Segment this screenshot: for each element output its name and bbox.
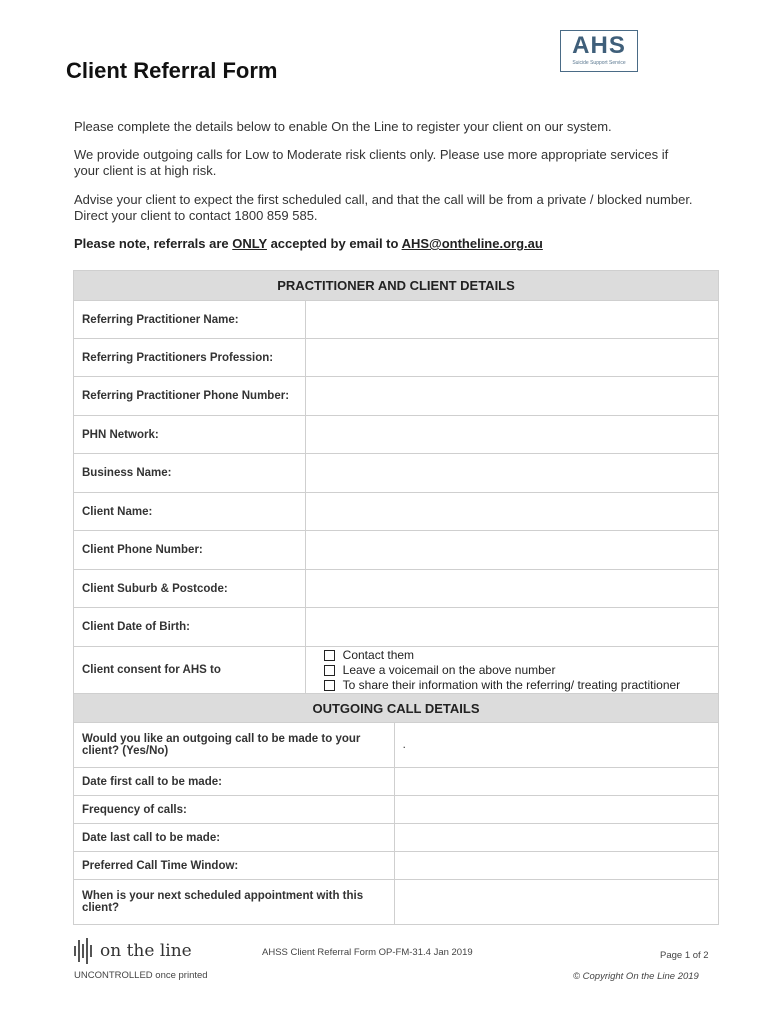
page-title: Client Referral Form bbox=[66, 58, 278, 83]
call-time-window-field[interactable] bbox=[394, 852, 718, 880]
checkbox-icon[interactable] bbox=[324, 680, 335, 691]
business-name-field[interactable] bbox=[305, 454, 718, 493]
soundwave-icon bbox=[74, 938, 94, 964]
referral-email-link[interactable]: AHS@ontheline.org.au bbox=[401, 236, 543, 251]
checkbox-icon[interactable] bbox=[324, 650, 335, 661]
field-label: Referring Practitioner Name: bbox=[74, 301, 306, 339]
copyright: © Copyright On the Line 2019 bbox=[573, 971, 699, 982]
practitioner-profession-field[interactable] bbox=[305, 339, 718, 377]
consent-options bbox=[305, 647, 718, 694]
ahs-logo bbox=[560, 30, 638, 72]
referral-note bbox=[74, 236, 694, 252]
field-label: Client Date of Birth: bbox=[74, 608, 306, 647]
field-label: Date first call to be made: bbox=[74, 768, 395, 796]
consent-option-label: Contact them bbox=[342, 647, 415, 662]
practitioner-phone-field[interactable] bbox=[305, 377, 718, 416]
practitioner-section-header: PRACTITIONER AND CLIENT DETAILS bbox=[74, 271, 719, 301]
field-label: Client Phone Number: bbox=[74, 531, 306, 570]
consent-label: Client consent for AHS to bbox=[74, 647, 306, 694]
field-label: Referring Practitioners Profession: bbox=[74, 339, 306, 377]
note-only: ONLY bbox=[232, 236, 267, 251]
consent-option-label: Leave a voicemail on the above number bbox=[342, 662, 556, 677]
client-phone-field[interactable] bbox=[305, 531, 718, 570]
client-name-field[interactable] bbox=[305, 493, 718, 531]
practitioner-client-table bbox=[73, 270, 719, 694]
last-call-date-field[interactable] bbox=[394, 824, 718, 852]
field-label: Would you like an outgoing call to be made to your client? (Yes/No) bbox=[74, 723, 395, 768]
form-code: AHSS Client Referral Form OP-FM-31.4 Jan 2019 bbox=[262, 947, 473, 958]
outgoing-call-yes-no-field[interactable]: . bbox=[394, 723, 718, 768]
consent-option-share[interactable] bbox=[324, 678, 710, 693]
field-label: Referring Practitioner Phone Number: bbox=[74, 377, 306, 416]
practitioner-name-field[interactable] bbox=[305, 301, 718, 339]
field-label: Client Name: bbox=[74, 493, 306, 531]
call-frequency-field[interactable] bbox=[394, 796, 718, 824]
field-label: Business Name: bbox=[74, 454, 306, 493]
note-prefix: Please note, referrals are bbox=[74, 236, 233, 251]
ahs-logo-text: AHS bbox=[572, 32, 626, 59]
intro-paragraph-3: Advise your client to expect the first scheduled call, and that the call will be from a private / blocked number. Direct your client to contact 1800 859 585. bbox=[74, 192, 693, 223]
brand-name: on the line bbox=[100, 941, 192, 961]
phn-network-field[interactable] bbox=[305, 416, 718, 454]
field-label: When is your next scheduled appointment with this client? bbox=[74, 880, 395, 925]
field-label: PHN Network: bbox=[74, 416, 306, 454]
outgoing-call-table bbox=[73, 693, 719, 925]
uncontrolled-notice: UNCONTROLLED once printed bbox=[74, 970, 208, 981]
consent-option-voicemail[interactable] bbox=[324, 663, 710, 678]
field-label: Client Suburb & Postcode: bbox=[74, 570, 306, 608]
ahs-logo-subtitle: Suicide Support Service bbox=[572, 60, 626, 66]
on-the-line-logo bbox=[74, 938, 192, 964]
client-dob-field[interactable] bbox=[305, 608, 718, 647]
consent-option-contact[interactable] bbox=[324, 648, 710, 663]
field-label: Date last call to be made: bbox=[74, 824, 395, 852]
consent-option-label: To share their information with the referring/ treating practitioner bbox=[342, 677, 681, 692]
page-number: Page 1 of 2 bbox=[660, 950, 709, 961]
first-call-date-field[interactable] bbox=[394, 768, 718, 796]
intro-paragraph-2: We provide outgoing calls for Low to Moderate risk clients only. Please use more appropriate services if your client is at high risk. bbox=[74, 147, 669, 178]
checkbox-icon[interactable] bbox=[324, 665, 335, 676]
field-label: Preferred Call Time Window: bbox=[74, 852, 395, 880]
note-mid: accepted by email to bbox=[266, 236, 402, 251]
field-label: Frequency of calls: bbox=[74, 796, 395, 824]
next-appointment-field[interactable] bbox=[394, 880, 718, 925]
client-suburb-postcode-field[interactable] bbox=[305, 570, 718, 608]
call-section-header: OUTGOING CALL DETAILS bbox=[74, 694, 719, 723]
intro-paragraph-1: Please complete the details below to enable On the Line to register your client on our system. bbox=[74, 119, 612, 134]
